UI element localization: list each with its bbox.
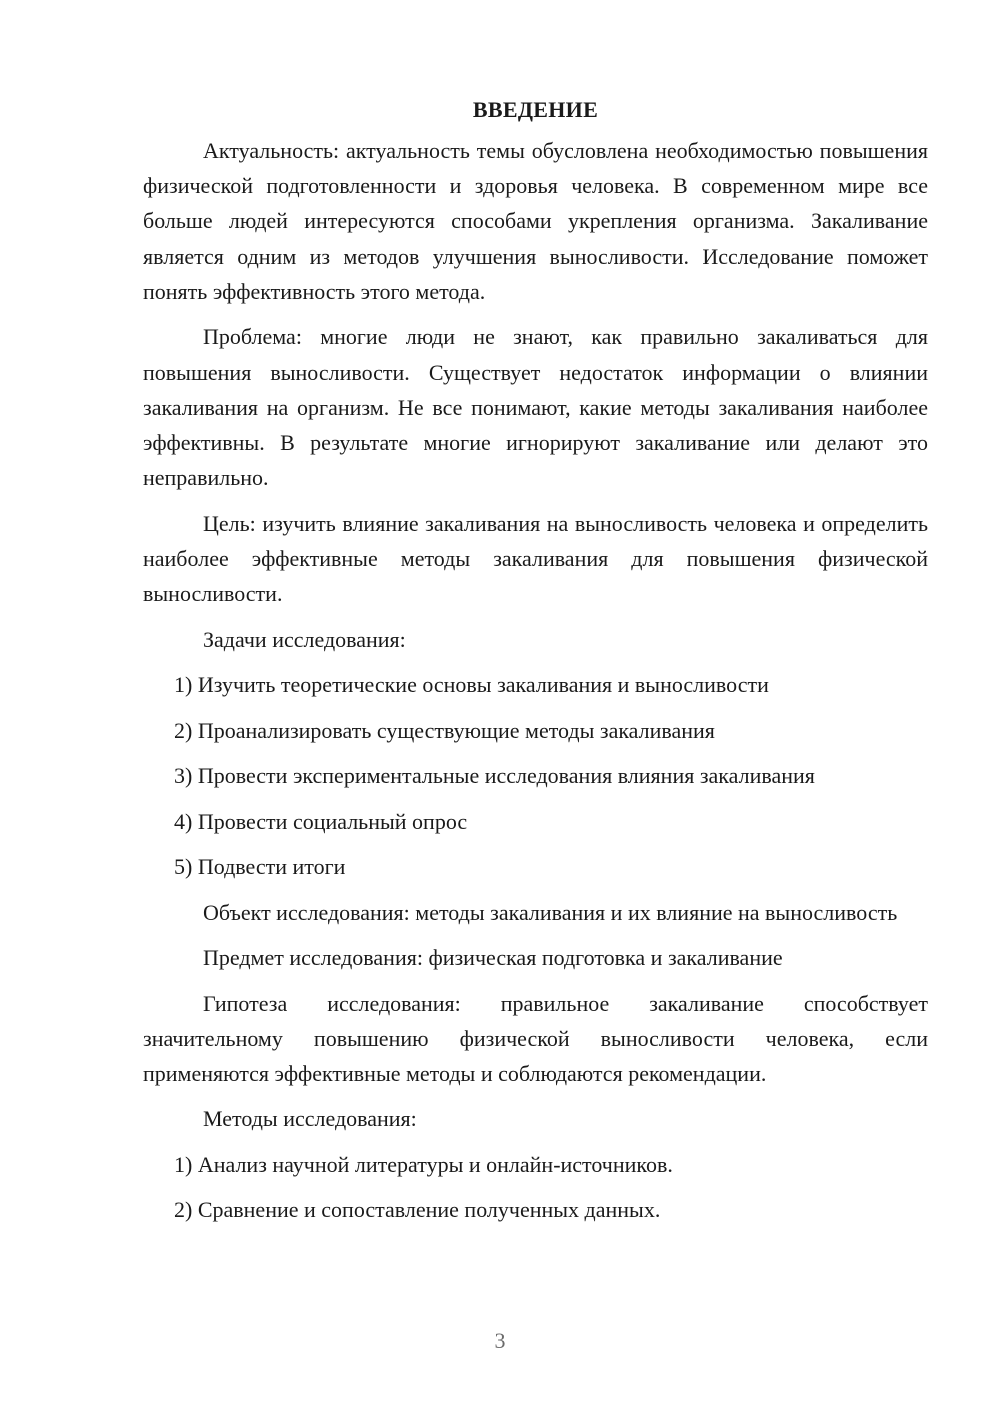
methods-heading: Методы исследования: <box>203 1106 417 1132</box>
document-page <box>143 92 928 1238</box>
list-item: 1) Анализ научной литературы и онлайн-источников. <box>174 1151 673 1177</box>
paragraph-object: Объект исследования: методы закаливания и их влияние на выносливость <box>203 899 898 925</box>
paragraph-relevance: Актуальность: актуальность темы обусловлена необходимостью повышения физической подготовленности и здоровья человека. В современном мире все больше людей интересуются способами укрепления организма. Закаливание является одним из методов улучшения выносливости. Исследование поможет понять эффективность этого метода. <box>143 138 928 304</box>
tasks-list <box>143 667 928 884</box>
paragraph-problem: Проблема: многие люди не знают, как правильно закаливаться для повышения выносливости. Существует недостаток информации о влиянии закаливания на организм. Не все понимают, какие методы закаливания наиболее эффективны. В результате многие игнорируют закаливание или делают это неправильно. <box>143 324 928 491</box>
list-item: 1) Изучить теоретические основы закаливания и выносливости <box>174 672 769 698</box>
paragraph-subject: Предмет исследования: физическая подготовка и закаливание <box>203 945 783 971</box>
list-item: 4) Провести социальный опрос <box>174 808 468 834</box>
paragraph-goal: Цель: изучить влияние закаливания на выносливость человека и определить наиболее эффективные методы закаливания для повышения физической выносливости. <box>143 510 928 607</box>
list-item: 5) Подвести итоги <box>174 854 346 880</box>
list-item: 2) Сравнение и сопоставление полученных данных. <box>174 1197 661 1223</box>
page-title: ВВЕДЕНИЕ <box>472 97 599 122</box>
list-item: 2) Проанализировать существующие методы закаливания <box>174 717 715 743</box>
list-item: 3) Провести экспериментальные исследования влияния закаливания <box>174 763 815 789</box>
page-number: 3 <box>494 1328 506 1353</box>
tasks-heading: Задачи исследования: <box>203 626 406 652</box>
methods-list <box>143 1147 928 1228</box>
paragraph-hypothesis: Гипотеза исследования: правильное закаливание способствует значительному повышению физической выносливости человека, если применяются эффективные методы и соблюдаются рекомендации. <box>143 990 928 1086</box>
